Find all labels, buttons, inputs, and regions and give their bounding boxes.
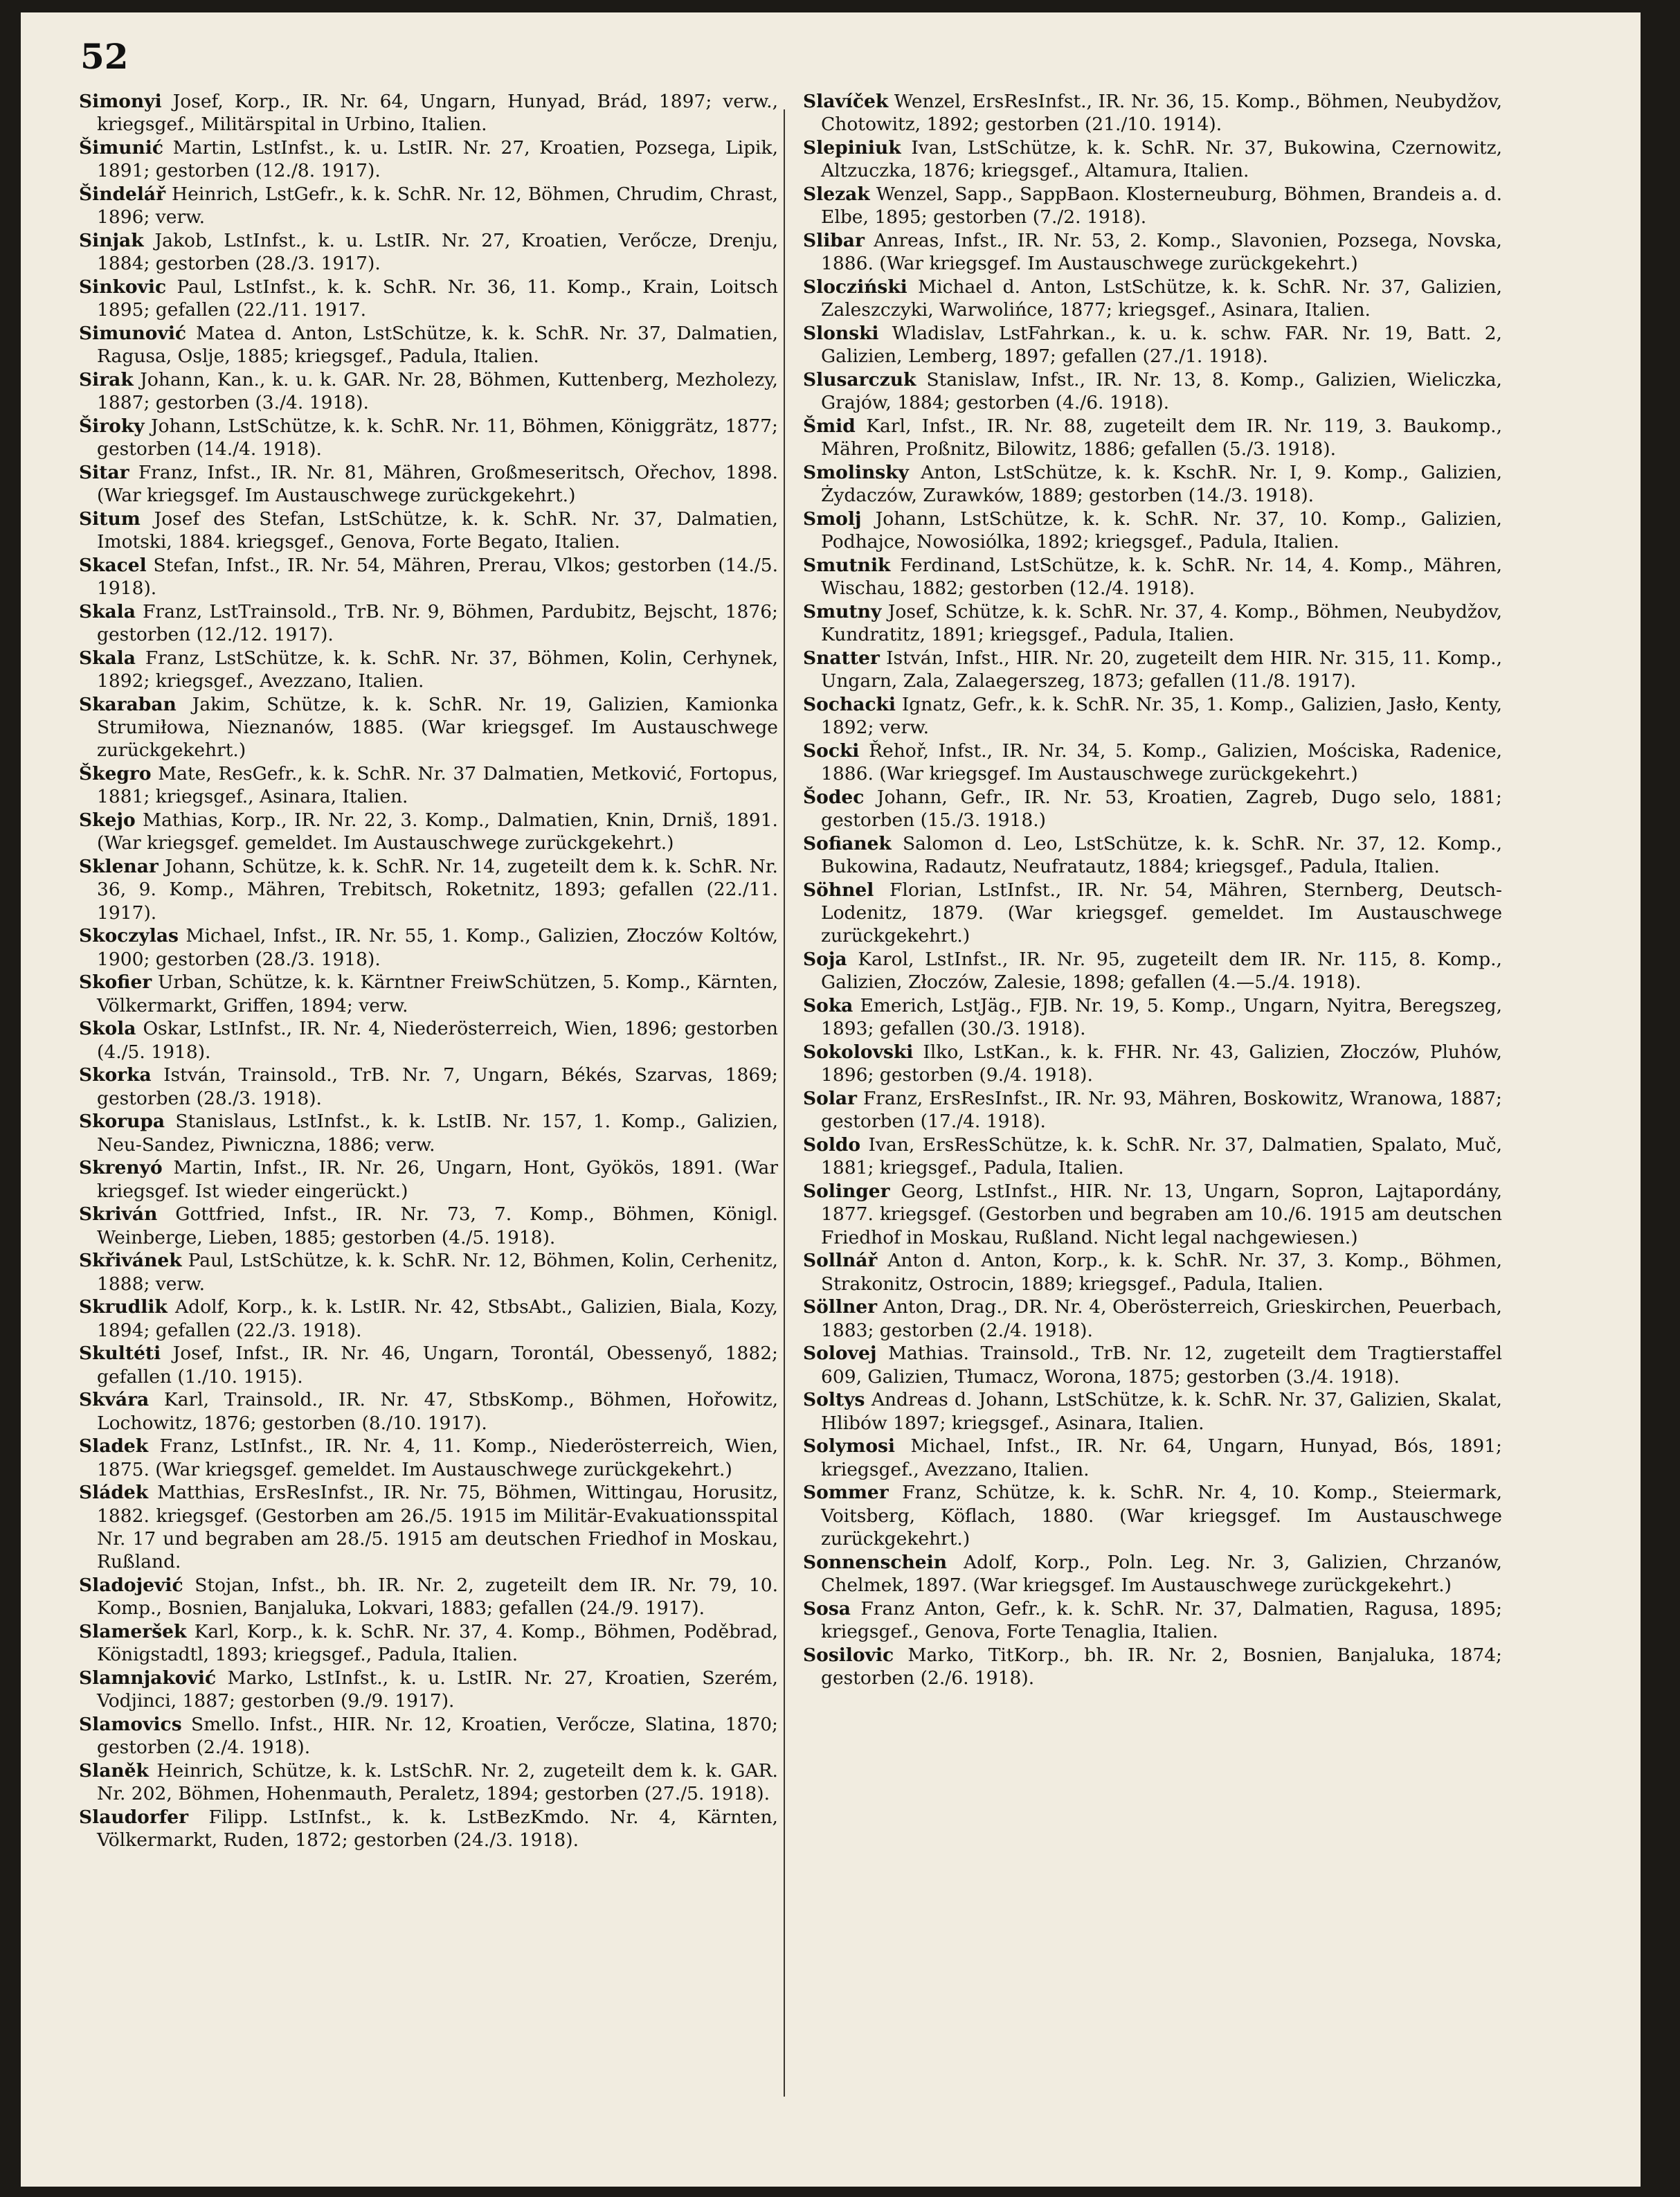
casualty-entry [803,600,1502,646]
casualty-entry [803,461,1502,507]
entry-surname: Smutny [803,601,882,622]
entry-details: Ivan, ErsResSchütze, k. k. SchR. Nr. 37, Dalmatien, Spalato, Muč, 1881; kriegsgef., Padula, Italien. [821,1134,1502,1179]
casualty-entry [79,1620,778,1666]
entry-surname: Slamovics [79,1713,182,1735]
entry-surname: Skřivánek [79,1250,182,1272]
entry-surname: Sirak [79,369,134,391]
entry-details: Josef, Korp., IR. Nr. 64, Ungarn, Hunyad, Brád, 1897; verw., kriegsgef., Militärspital in Urbino, Italien. [97,91,778,136]
entry-details: Ferdinand, LstSchütze, k. k. SchR. Nr. 14, 4. Komp., Mähren, Wischau, 1882; gestorben (12./4. 1918). [821,555,1502,600]
entry-surname: Sladek [79,1435,149,1458]
casualty-entry [803,1435,1502,1480]
entry-details: Florian, LstInfst., IR. Nr. 54, Mähren, Sternberg, Deutsch-Lodenitz, 1879. (War kriegsgef. gemeldet. Im Austauschwege zurückgekehrt.) [821,879,1502,947]
entry-details: Franz, LstTrainsold., TrB. Nr. 9, Böhmen, Pardubitz, Bejscht, 1876; gestorben (12./12. 1917). [97,601,778,646]
entry-surname: Skacel [79,555,147,576]
casualty-entry [79,1064,778,1109]
entry-details: Johann, LstSchütze, k. k. SchR. Nr. 37, 10. Komp., Galizien, Podhajce, Nowosiólka, 1892; kriegsgef., Padula, Italien. [821,508,1502,553]
casualty-entry [803,1597,1502,1643]
casualty-entry [803,1249,1502,1295]
casualty-entry [79,1017,778,1063]
entry-surname: Šmid [803,415,856,437]
casualty-entry [803,554,1502,600]
entry-surname: Slezak [803,183,870,205]
casualty-entry [79,1481,778,1573]
entry-details: Michael d. Anton, LstSchütze, k. k. SchR. Nr. 37, Galizien, Zaleszczyki, Warwolińce, 1877; kriegsgef., Asinara, Italien. [821,276,1502,321]
entry-surname: Sofianek [803,833,892,854]
entry-surname: Slibar [803,230,865,251]
entry-surname: Smolj [803,508,862,530]
entry-surname: Slaněk [79,1759,149,1782]
casualty-entry [79,368,778,414]
entry-details: Johann, Schütze, k. k. SchR. Nr. 14, zugeteilt dem k. k. SchR. Nr. 36, 9. Komp., Mähren, Trebitsch, Roketnitz, 1893; gefallen (22./11. 1917). [97,856,778,924]
entry-surname: Slonski [803,323,879,344]
entry-details: Wenzel, Sapp., SappBaon. Klosterneuburg, Böhmen, Brandeis a. d. Elbe, 1895; gestorben (7./2. 1918). [821,183,1502,228]
casualty-entry [79,461,778,507]
entry-surname: Skriván [79,1203,158,1226]
casualty-entry [803,322,1502,368]
entry-details: Smello. Infst., HIR. Nr. 12, Kroatien, Verőcze, Slatina, 1870; gestorben (2./4. 1918). [97,1713,778,1759]
casualty-entry [803,1551,1502,1597]
entry-details: Josef, Infst., IR. Nr. 46, Ungarn, Torontál, Obessenyő, 1882; gefallen (1./10. 1915). [97,1343,778,1388]
casualty-entry [79,1295,778,1341]
entry-details: István, Infst., HIR. Nr. 20, zugeteilt dem HIR. Nr. 315, 11. Komp., Ungarn, Zala, Zalaegerszeg, 1873; gefallen (11./8. 1917). [821,647,1502,692]
entry-details: Anton d. Anton, Korp., k. k. SchR. Nr. 37, 3. Komp., Böhmen, Strakonitz, Ostrocin, 1889; kriegsgef., Padula, Italien. [821,1250,1502,1295]
entry-details: Karol, LstInfst., IR. Nr. 95, zugeteilt dem IR. Nr. 115, 8. Komp., Galizien, Złoczów, Zalesie, 1898; gefallen (4.—5./4. 1918). [821,949,1502,994]
casualty-entry [803,832,1502,878]
casualty-entry [803,948,1502,994]
casualty-entry [803,229,1502,275]
entry-surname: Soka [803,995,853,1017]
entry-details: Jakob, LstInfst., k. u. LstIR. Nr. 27, Kroatien, Verőcze, Drenju, 1884; gestorben (28./3. 1917). [97,230,778,275]
casualty-entry [803,1087,1502,1133]
entry-surname: Söhnel [803,879,874,901]
entry-surname: Skaraban [79,694,177,715]
casualty-entry [79,415,778,460]
casualty-entry [79,1759,778,1805]
entry-surname: Simonyi [79,91,162,112]
casualty-entry [79,90,778,136]
casualty-entry [79,971,778,1016]
entry-surname: Slepiniuk [803,137,901,159]
casualty-entry [79,600,778,646]
entry-surname: Slaudorfer [79,1806,189,1828]
casualty-entry [79,809,778,854]
entry-surname: Solovej [803,1343,877,1365]
entry-surname: Skoczylas [79,925,179,947]
casualty-entry [803,1388,1502,1434]
entry-details: Ignatz, Gefr., k. k. SchR. Nr. 35, 1. Komp., Galizien, Jasło, Kenty, 1892; verw. [821,694,1502,739]
left-column [79,90,778,1852]
casualty-entry [803,1041,1502,1086]
entry-details: Stanislaw, Infst., IR. Nr. 13, 8. Komp., Galizien, Wieliczka, Grajów, 1884; gestorben (4./6. 1918). [821,369,1502,414]
casualty-entry [79,554,778,600]
casualty-entry [79,1574,778,1620]
casualty-entry [79,647,778,692]
casualty-entry [803,647,1502,692]
entry-details: Franz Anton, Gefr., k. k. SchR. Nr. 37, Dalmatien, Ragusa, 1895; kriegsgef., Genova, Forte Tenaglia, Italien. [821,1597,1502,1642]
document-page [21,12,1641,2187]
entry-details: Franz, Infst., IR. Nr. 81, Mähren, Großmeseritsch, Ořechov, 1898. (War kriegsgef. Im Austauschwege zurückgekehrt.) [97,462,778,507]
entry-details: Michael, Infst., IR. Nr. 64, Ungarn, Hunyad, Bós, 1891; kriegsgef., Avezzano, Italien. [821,1435,1502,1480]
casualty-entry [803,1644,1502,1689]
entry-surname: Sklenar [79,856,159,878]
casualty-entry [79,276,778,321]
entry-surname: Sosa [803,1597,851,1620]
entry-details: Stanislaus, LstInfst., k. k. LstIB. Nr. 157, 1. Komp., Galizien, Neu-Sandez, Piwniczna, 1886; verw. [97,1111,778,1156]
entry-details: Anton, Drag., DR. Nr. 4, Oberösterreich, Grieskirchen, Peuerbach, 1883; gestorben (2./4. 1918). [821,1296,1502,1341]
entry-details: Řehoř, Infst., IR. Nr. 34, 5. Komp., Galizien, Mościska, Radenice, 1886. (War kriegsgef. Im Austauschwege zurückgekehrt.) [821,740,1502,785]
entry-details: Anton, LstSchütze, k. k. KschR. Nr. I, 9. Komp., Galizien, Żydaczów, Zurawków, 1889; gestorben (14./3. 1918). [821,462,1502,507]
entry-details: Adolf, Korp., k. k. LstIR. Nr. 42, StbsAbt., Galizien, Biala, Kozy, 1894; gefallen (22./3. 1918). [97,1296,778,1341]
casualty-entry [79,1249,778,1295]
entry-surname: Sitar [79,462,129,483]
entry-surname: Simunović [79,323,187,344]
entry-surname: Skala [79,601,136,622]
entry-surname: Soja [803,949,847,971]
entry-surname: Skofier [79,971,152,994]
casualty-entry [79,322,778,368]
entry-surname: Slamnjaković [79,1667,217,1689]
casualty-entry [803,879,1502,948]
entry-details: Adolf, Korp., Poln. Leg. Nr. 3, Galizien, Chrzanów, Chelmek, 1897. (War kriegsgef. Im Austauschwege zurückgekehrt.) [821,1551,1502,1596]
entry-details: Ivan, LstSchütze, k. k. SchR. Nr. 37, Bukowina, Czernowitz, Altzuczka, 1876; kriegsgef., Altamura, Italien. [821,137,1502,182]
entry-surname: Sonnenschein [803,1551,947,1573]
entry-surname: Sommer [803,1482,889,1504]
entry-details: Stojan, Infst., bh. IR. Nr. 2, zugeteilt dem IR. Nr. 79, 10. Komp., Bosnien, Banjaluka, Lokvari, 1883; gefallen (24./9. 1917). [97,1574,778,1620]
entry-details: Wladislav, LstFahrkan., k. u. k. schw. FAR. Nr. 19, Batt. 2, Galizien, Lemberg, 1897; gefallen (27./1. 1918). [821,323,1502,368]
entry-surname: Sladojević [79,1574,183,1596]
entry-details: Emerich, LstJäg., FJB. Nr. 19, 5. Komp., Ungarn, Nyitra, Beregszeg, 1893; gefallen (30./3. 1918). [821,995,1502,1040]
casualty-entry [803,1133,1502,1179]
entry-details: Heinrich, Schütze, k. k. LstSchR. Nr. 2, zugeteilt dem k. k. GAR. Nr. 202, Böhmen, Hohenmauth, Peraletz, 1894; gestorben (27./5. 1918). [97,1759,778,1805]
entry-surname: Slavíček [803,91,889,112]
entry-surname: Socki [803,740,860,762]
casualty-entry [803,786,1502,832]
column-divider [784,109,785,2097]
entry-surname: Slocziński [803,276,907,298]
entry-surname: Šimunić [79,137,163,159]
entry-surname: Skrudlik [79,1296,168,1318]
casualty-entry [79,1713,778,1759]
entry-surname: Solinger [803,1181,890,1203]
entry-surname: Slusarczuk [803,369,916,391]
entry-details: Mate, ResGefr., k. k. SchR. Nr. 37 Dalmatien, Metković, Fortopus, 1881; kriegsgef., Asinara, Italien. [97,763,778,808]
entry-details: Mathias, Korp., IR. Nr. 22, 3. Komp., Dalmatien, Knin, Drniš, 1891. (War kriegsgef. gemeldet. Im Austauschwege zurückgekehrt.) [97,809,778,854]
casualty-entry [79,1435,778,1480]
entry-surname: Soltys [803,1389,865,1411]
casualty-entry [79,1203,778,1248]
entry-surname: Snatter [803,647,880,669]
page-number: 52 [80,36,129,77]
entry-details: Heinrich, LstGefr., k. k. SchR. Nr. 12, Böhmen, Chrudim, Chrast, 1896; verw. [97,183,778,228]
casualty-entry [79,1388,778,1434]
entry-details: Franz, LstInfst., IR. Nr. 4, 11. Komp., Niederösterreich, Wien, 1875. (War kriegsgef. gemeldet. Im Austauschwege zurückgekehrt.) [97,1435,778,1480]
right-column [803,90,1502,1690]
entry-details: Jakim, Schütze, k. k. SchR. Nr. 19, Galizien, Kamionka Strumiłowa, Nieznanów, 1885. (War kriegsgef. Im Austauschwege zurückgekehrt.) [97,694,778,762]
entry-surname: Skultéti [79,1343,161,1365]
casualty-entry [803,276,1502,321]
casualty-entry [803,183,1502,228]
entry-surname: Söllner [803,1296,878,1318]
entry-details: Josef, Schütze, k. k. SchR. Nr. 37, 4. Komp., Böhmen, Neubydžov, Kundratitz, 1891; kriegsgef., Padula, Italien. [821,601,1502,646]
entry-details: Paul, LstInfst., k. k. SchR. Nr. 36, 11. Komp., Krain, Loitsch 1895; gefallen (22./11. 1917. [97,276,778,321]
casualty-entry [803,739,1502,785]
entry-details: Mathias. Trainsold., TrB. Nr. 12, zugeteilt dem Tragtierstaffel 609, Galizien, Tłumacz, Worona, 1875; gestorben (3./4. 1918). [821,1343,1502,1388]
casualty-entry [79,1667,778,1712]
entry-details: Andreas d. Johann, LstSchütze, k. k. SchR. Nr. 37, Galizien, Skalat, Hlibów 1897; kriegsgef., Asinara, Italien. [821,1389,1502,1434]
entry-details: Franz, LstSchütze, k. k. SchR. Nr. 37, Böhmen, Kolin, Cerhynek, 1892; kriegsgef., Avezzano, Italien. [97,647,778,692]
entry-surname: Šindelář [79,183,166,205]
casualty-entry [79,855,778,924]
entry-surname: Skvára [79,1389,150,1411]
entry-surname: Skola [79,1018,136,1040]
entry-details: Wenzel, ErsResInfst., IR. Nr. 36, 15. Komp., Böhmen, Neubydžov, Chotowitz, 1892; gestorben (21./10. 1914). [821,91,1502,136]
entry-details: Urban, Schütze, k. k. Kärntner FreiwSchützen, 5. Komp., Kärnten, Völkermarkt, Griffen, 1894; verw. [97,971,778,1016]
entry-details: Johann, Kan., k. u. k. GAR. Nr. 28, Böhmen, Kuttenberg, Mezholezy, 1887; gestorben (3./4. 1918). [97,369,778,414]
entry-surname: Skrenyó [79,1157,163,1179]
entry-details: Paul, LstSchütze, k. k. SchR. Nr. 12, Böhmen, Kolin, Cerhenitz, 1888; verw. [97,1250,778,1295]
casualty-entry [79,508,778,553]
entry-details: Karl, Infst., IR. Nr. 88, zugeteilt dem IR. Nr. 119, 3. Baukomp., Mähren, Proßnitz, Bilowitz, 1886; gefallen (5./3. 1918). [821,415,1502,460]
entry-details: Anreas, Infst., IR. Nr. 53, 2. Komp., Slavonien, Pozsega, Novska, 1886. (War kriegsgef. Im Austauschwege zurückgekehrt.) [821,230,1502,275]
entry-surname: Situm [79,508,141,530]
entry-details: Salomon d. Leo, LstSchütze, k. k. SchR. Nr. 37, 12. Komp., Bukowina, Radautz, Neufratautz, 1884; kriegsgef., Padula, Italien. [821,833,1502,878]
casualty-entry [803,508,1502,553]
casualty-entry [803,1342,1502,1388]
entry-surname: Sokolovski [803,1041,914,1064]
entry-details: Martin, LstInfst., k. u. LstIR. Nr. 27, Kroatien, Pozsega, Lipik, 1891; gestorben (12./8. 1917). [97,137,778,182]
casualty-entry [803,994,1502,1040]
casualty-entry [79,183,778,228]
casualty-entry [803,136,1502,182]
entry-details: Filipp. LstInfst., k. k. LstBezKmdo. Nr. 4, Kärnten, Völkermarkt, Ruden, 1872; gestorben (24./3. 1918). [97,1806,778,1851]
entry-details: Johann, LstSchütze, k. k. SchR. Nr. 11, Böhmen, Königgrätz, 1877; gestorben (14./4. 1918). [97,415,778,460]
casualty-entry [803,693,1502,739]
entry-details: Karl, Trainsold., IR. Nr. 47, StbsKomp., Böhmen, Hořowitz, Lochowitz, 1876; gestorben (8./10. 1917). [97,1389,778,1434]
entry-details: Franz, Schütze, k. k. SchR. Nr. 4, 10. Komp., Steiermark, Voitsberg, Köflach, 1880. (War kriegsgef. Im Austauschwege zurückgekehrt.) [821,1482,1502,1550]
casualty-entry [79,1156,778,1202]
entry-details: Martin, Infst., IR. Nr. 26, Ungarn, Hont, Gyökös, 1891. (War kriegsgef. Ist wieder eingerückt.) [97,1157,778,1202]
entry-details: István, Trainsold., TrB. Nr. 7, Ungarn, Békés, Szarvas, 1869; gestorben (28./3. 1918). [97,1064,778,1109]
entry-details: Johann, Gefr., IR. Nr. 53, Kroatien, Zagreb, Dugo selo, 1881; gestorben (15./3. 1918.) [821,787,1502,832]
casualty-entry [79,924,778,970]
entry-surname: Sinjak [79,230,144,251]
entry-details: Gottfried, Infst., IR. Nr. 73, 7. Komp., Böhmen, Königl. Weinberge, Lieben, 1885; gestorben (4./5. 1918). [97,1203,778,1248]
entry-surname: Solar [803,1088,858,1110]
entry-surname: Sládek [79,1482,149,1504]
entry-surname: Skorka [79,1064,152,1086]
entry-surname: Škegro [79,763,152,785]
entry-surname: Skejo [79,809,136,832]
entry-surname: Šodec [803,787,865,808]
entry-surname: Solymosi [803,1435,895,1458]
entry-surname: Sollnář [803,1250,878,1272]
entry-details: Oskar, LstInfst., IR. Nr. 4, Niederösterreich, Wien, 1896; gestorben (4./5. 1918). [97,1018,778,1063]
entry-details: Matthias, ErsResInfst., IR. Nr. 75, Böhmen, Wittingau, Horusitz, 1882. kriegsgef. (Gestorben am 26./5. 1915 im Militär-Evakuationsspital Nr. 17 und begraben am 28./5. 1915 am deutschen Friedhof in Moskau, Rußland. [97,1482,778,1573]
entry-details: Georg, LstInfst., HIR. Nr. 13, Ungarn, Sopron, Lajtapordány, 1877. kriegsgef. (Gestorben und begraben am 10./6. 1915 am deutschen Friedhof in Moskau, Rußland. Nicht legal nachgewiesen.) [821,1181,1502,1248]
casualty-entry [79,1806,778,1851]
entry-details: Matea d. Anton, LstSchütze, k. k. SchR. Nr. 37, Dalmatien, Ragusa, Oslje, 1885; kriegsgef., Padula, Italien. [97,323,778,368]
casualty-entry [803,1180,1502,1249]
entry-surname: Sinkovic [79,276,167,298]
entry-details: Marko, LstInfst., k. u. LstIR. Nr. 27, Kroatien, Szerém, Vodjinci, 1887; gestorben (9./9. 1917). [97,1667,778,1712]
casualty-entry [79,136,778,182]
entry-surname: Sochacki [803,694,896,715]
casualty-entry [803,1295,1502,1341]
entry-surname: Smolinsky [803,462,909,483]
entry-surname: Široky [79,415,145,437]
entry-surname: Soldo [803,1134,861,1156]
entry-details: Karl, Korp., k. k. SchR. Nr. 37, 4. Komp., Böhmen, Poděbrad, Königstadtl, 1893; kriegsgef., Padula, Italien. [97,1620,778,1666]
casualty-entry [803,90,1502,136]
casualty-entry [803,1481,1502,1550]
entry-details: Stefan, Infst., IR. Nr. 54, Mähren, Prerau, Vlkos; gestorben (14./5. 1918). [97,555,778,600]
casualty-entry [79,229,778,275]
casualty-entry [79,1342,778,1388]
entry-surname: Skorupa [79,1111,165,1133]
entry-details: Ilko, LstKan., k. k. FHR. Nr. 43, Galizien, Złoczów, Pluhów, 1896; gestorben (9./4. 1918). [821,1041,1502,1086]
entry-details: Marko, TitKorp., bh. IR. Nr. 2, Bosnien, Banjaluka, 1874; gestorben (2./6. 1918). [821,1644,1502,1689]
casualty-entry [803,368,1502,414]
entry-details: Franz, ErsResInfst., IR. Nr. 93, Mähren, Boskowitz, Wranowa, 1887; gestorben (17./4. 1918). [821,1088,1502,1133]
entry-surname: Sosilovic [803,1644,894,1666]
entry-surname: Smutnik [803,555,891,576]
entry-surname: Slameršek [79,1620,187,1642]
entry-surname: Skala [79,647,136,669]
entry-details: Josef des Stefan, LstSchütze, k. k. SchR. Nr. 37, Dalmatien, Imotski, 1884. kriegsgef., Genova, Forte Begato, Italien. [97,508,778,553]
casualty-entry [79,1110,778,1156]
casualty-entry [79,762,778,808]
entry-details: Michael, Infst., IR. Nr. 55, 1. Komp., Galizien, Złoczów Koltów, 1900; gestorben (28./3. 1918). [97,925,778,970]
casualty-entry [803,415,1502,460]
casualty-entry [79,693,778,762]
